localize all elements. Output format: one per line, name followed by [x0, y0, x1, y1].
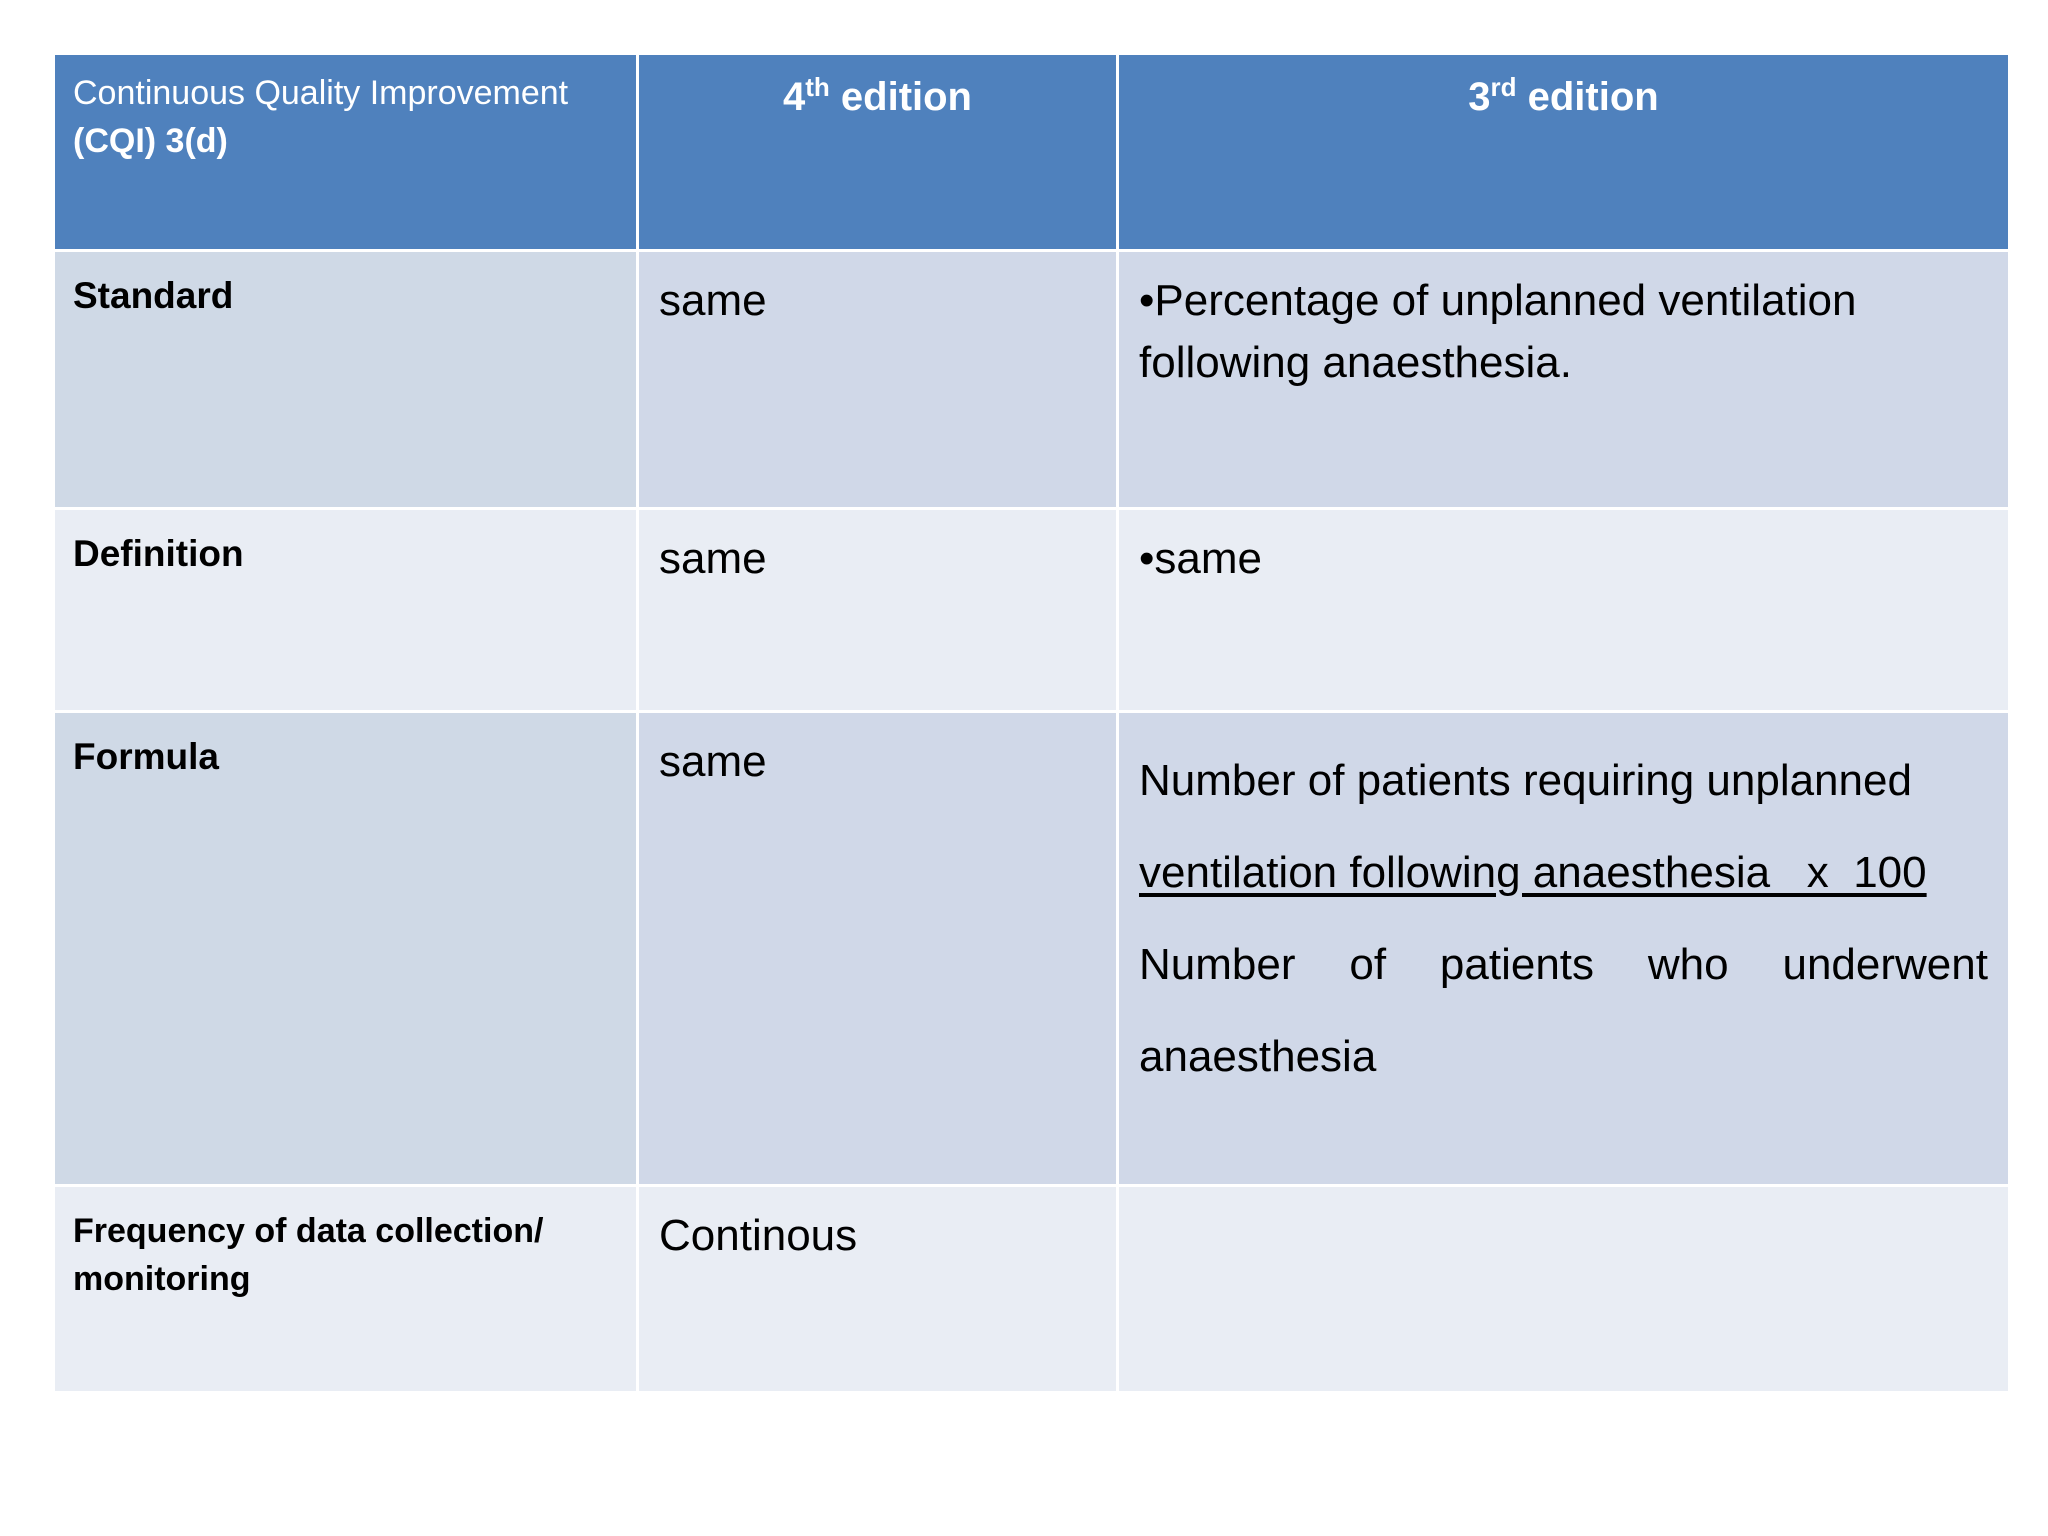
formula-den-word: patients — [1439, 940, 1595, 989]
header-4th-number: 4 — [782, 75, 806, 119]
header-3rd-number: 3 — [1468, 75, 1491, 119]
header-4th-edition — [638, 54, 1118, 251]
cell-formula-3rd — [1118, 712, 2010, 1186]
formula-den-word: of — [1349, 940, 1387, 989]
cell-definition-4th: same — [638, 509, 1118, 712]
row-label-frequency-line1: Frequency of data collection/ — [73, 1212, 544, 1250]
table-row-definition — [54, 509, 2010, 712]
formula-numerator-line1: Number of patients requiring unplanned — [1139, 756, 1912, 805]
row-label-definition: Definition — [54, 509, 638, 712]
cell-frequency-4th: Continous — [638, 1186, 1118, 1393]
header-3rd-label: edition — [1516, 75, 1659, 119]
cell-standard-4th: same — [638, 251, 1118, 509]
header-cqi-line2: (CQI) 3(d) — [73, 122, 228, 160]
cell-formula-4th: same — [638, 712, 1118, 1186]
table-header-row — [54, 54, 2010, 251]
row-label-frequency — [54, 1186, 638, 1393]
header-4th-suffix: th — [805, 72, 830, 102]
cell-standard-3rd: •Percentage of unplanned ventilation following anaesthesia. — [1118, 251, 2010, 509]
formula-numerator-line2: ventilation following anaesthesia x 100 — [1139, 848, 1927, 897]
row-label-standard: Standard — [54, 251, 638, 509]
header-3rd-suffix: rd — [1490, 72, 1517, 102]
header-cqi-line1: Continuous Quality Improvement — [73, 74, 569, 112]
formula-den-word: who — [1647, 940, 1729, 989]
table-row-frequency — [54, 1186, 2010, 1393]
cell-definition-3rd: •same — [1118, 509, 2010, 712]
row-label-frequency-line2: monitoring — [73, 1260, 251, 1298]
formula-denominator-line2: anaesthesia — [1139, 1032, 1377, 1081]
cqi-comparison-table — [52, 52, 2011, 1394]
formula-block — [1119, 713, 2008, 1103]
formula-denominator-line1 — [1139, 919, 1988, 1011]
cell-frequency-3rd — [1118, 1186, 2010, 1393]
formula-den-word: underwent — [1782, 940, 1988, 989]
table-row-formula — [54, 712, 2010, 1186]
row-label-formula: Formula — [54, 712, 638, 1186]
table-row-standard — [54, 251, 2010, 509]
header-cqi-title — [54, 54, 638, 251]
formula-den-word: Number — [1139, 940, 1296, 989]
header-3rd-edition — [1118, 54, 2010, 251]
header-4th-label: edition — [829, 75, 972, 119]
